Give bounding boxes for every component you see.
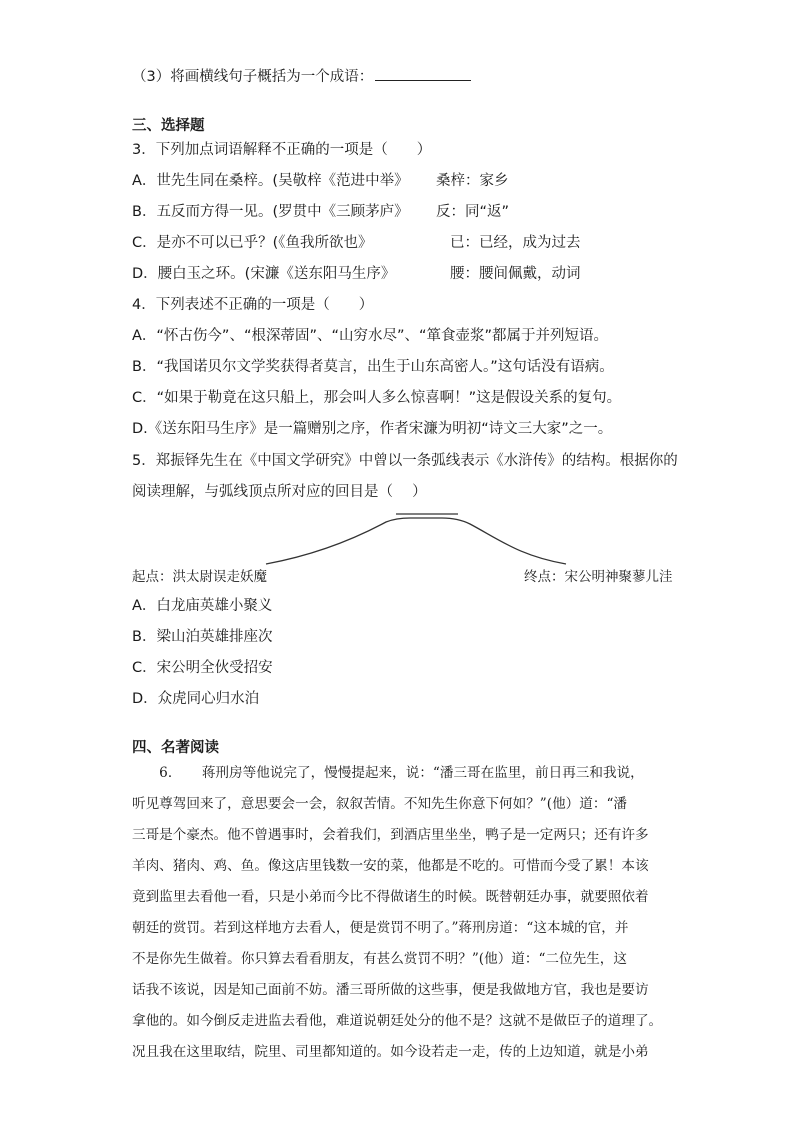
q6-line-7: 不是你先生做着。你只算去看看朋友，有甚么赏罚不明？”(他）道：“二位先生，这 xyxy=(132,951,627,967)
q3-option-c xyxy=(132,233,373,253)
q4-option-d: D.《送东阳马生序》是一篇赠别之序，作者宋濂为明初“诗文三大家”之一。 xyxy=(132,421,613,437)
section-title-classics: 四、名著阅读 xyxy=(132,740,219,756)
q3-option-c-left: C．是亦不可以已乎？(《鱼我所欲也》 xyxy=(132,235,373,251)
q6-line-6: 朝廷的赏罚。若到这样地方去看人，便是赏罚不明了。”蒋刑房道：“这本城的官，并 xyxy=(132,920,629,936)
q3-option-b-right: 反：同“返” xyxy=(436,204,510,220)
diagram-start-label: 起点：洪太尉误走妖魔 xyxy=(132,569,267,585)
q5-stem-line2: 阅读理解，与弧线顶点所对应的回目是（ ） xyxy=(132,484,427,500)
q3-option-b xyxy=(132,202,409,222)
q3-option-a xyxy=(132,171,409,191)
q5-option-b: B．梁山泊英雄排座次 xyxy=(132,629,273,645)
q5-option-a: A．白龙庙英雄小聚义 xyxy=(132,598,273,614)
q6-line-1: 6． 蒋刑房等他说完了，慢慢提起来，说：“潘三哥在监里，前日再三和我说， xyxy=(132,765,644,781)
diagram-end-label: 终点：宋公明神聚蓼儿洼 xyxy=(524,569,673,585)
q3-option-a-left: A．世先生同在桑梓。(吴敬梓《范进中举》 xyxy=(132,173,409,189)
q3-stem: 3．下列加点词语解释不正确的一项是（ ） xyxy=(132,142,432,158)
q3-option-a-right: 桑梓：家乡 xyxy=(436,173,509,189)
q3-option-d-right: 腰：腰间佩戴，动词 xyxy=(450,266,581,282)
q6-line-2: 听见尊驾回来了，意思要会一会，叙叙苦情。不知先生你意下何如？”(他）道：“潘 xyxy=(132,796,627,812)
q4-option-b: B．“我国诺贝尔文学奖获得者莫言，出生于山东高密人。”这句话没有语病。 xyxy=(132,359,614,375)
q3-option-b-left: B．五反而方得一见。(罗贯中《三顾茅庐》 xyxy=(132,204,409,220)
arc-curve xyxy=(266,518,566,564)
q5-option-c: C．宋公明全伙受招安 xyxy=(132,660,273,676)
q2-part3-text: （3）将画横线句子概括为一个成语： xyxy=(132,69,374,85)
q4-stem: 4．下列表述不正确的一项是（ ） xyxy=(132,297,374,313)
q6-line-3: 三哥是个豪杰。他不曾遇事时，会着我们，到酒店里坐坐，鸭子是一定两只；还有许多 xyxy=(132,827,649,843)
q5-stem-line1: 5．郑振铎先生在《中国文学研究》中曾以一条弧线表示《水浒传》的结构。根据你的 xyxy=(132,453,678,469)
structure-arc-diagram xyxy=(120,506,680,576)
q6-line-5: 竟到监里去看他一看，只是小弟而今比不得做诸生的时候。既替朝廷办事，就要照依着 xyxy=(132,889,649,905)
q2-part3 xyxy=(132,66,471,87)
q5-option-d: D．众虎同心归水泊 xyxy=(132,691,260,707)
q3-option-d xyxy=(132,264,395,284)
q6-line-8: 话我不该说，因是知己面前不妨。潘三哥所做的这些事，便是我做地方官，我也是要访 xyxy=(132,982,649,998)
q3-option-d-left: D．腰白玉之环。(宋濂《送东阳马生序》 xyxy=(132,266,396,282)
q6-line-9: 拿他的。如今倒反走进监去看他，难道说朝廷处分的他不是？这就不是做臣子的道理了。 xyxy=(132,1013,663,1029)
q4-option-c: C．“如果于勒竟在这只船上，那会叫人多么惊喜啊！”这是假设关系的复句。 xyxy=(132,390,622,406)
q4-option-a: A．“怀古伤今”、“根深蒂固”、“山穷水尽”、“箪食壶浆”都属于并列短语。 xyxy=(132,328,609,344)
section-title-choice: 三、选择题 xyxy=(132,118,205,134)
q6-line-4: 羊肉、猪肉、鸡、鱼。像这店里钱数一安的菜，他都是不吃的。可惜而今受了累！本该 xyxy=(132,858,649,874)
answer-blank[interactable] xyxy=(375,66,471,81)
q6-line-10: 况且我在这里取结，院里、司里都知道的。如今设若走一走，传的上边知道，就是小弟 xyxy=(132,1044,649,1060)
q3-option-c-right: 已：已经，成为过去 xyxy=(450,235,581,251)
